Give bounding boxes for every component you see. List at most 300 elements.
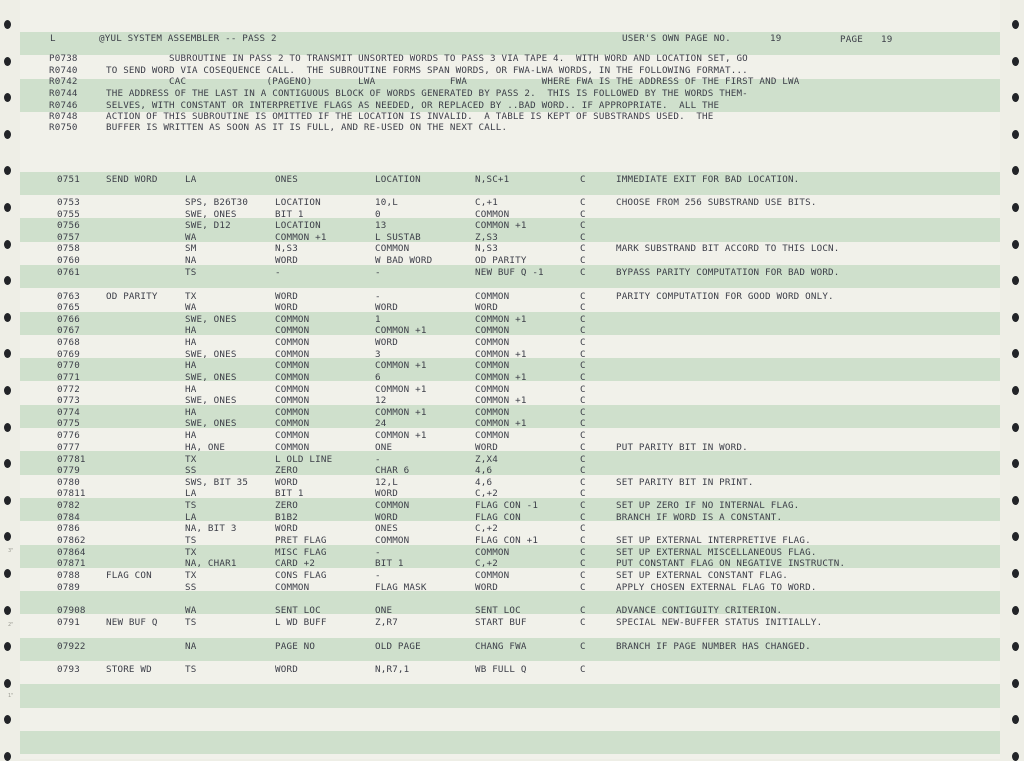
operand-3: C,+2	[475, 558, 498, 569]
operand-3: COMMON	[475, 337, 510, 348]
feed-hole	[4, 20, 11, 29]
sequence-number: 0765	[57, 302, 80, 313]
remark-text: SET UP EXTERNAL INTERPRETIVE FLAG.	[616, 535, 811, 546]
feed-hole	[4, 569, 11, 578]
feed-hole	[4, 459, 11, 468]
remark-text: SET UP ZERO IF NO INTERNAL FLAG.	[616, 500, 800, 511]
operand-3: COMMON	[475, 407, 510, 418]
operand-1: COMMON	[275, 384, 310, 395]
opcode: TX	[185, 547, 197, 558]
sequence-number: 0793	[57, 664, 80, 675]
operand-2: 12,L	[375, 477, 398, 488]
operand-3: C,+2	[475, 523, 498, 534]
feed-hole	[1012, 423, 1019, 432]
operand-1: N,S3	[275, 243, 298, 254]
operand-1: CONS FLAG	[275, 570, 327, 581]
user-page-number: 19	[770, 33, 782, 44]
remark-text: APPLY CHOSEN EXTERNAL FLAG TO WORD.	[616, 582, 817, 593]
opcode: NA	[185, 641, 197, 652]
opcode: SPS, B26T30	[185, 197, 249, 208]
comment-line-number: R0750	[49, 122, 78, 133]
margin-note: 3"	[8, 548, 14, 554]
operand-1: -	[275, 267, 281, 278]
feed-hole	[1012, 313, 1019, 322]
operand-2: WORD	[375, 337, 398, 348]
sequence-number: 0779	[57, 465, 80, 476]
operand-2: 3	[375, 349, 381, 360]
operand-3: START BUF	[475, 617, 527, 628]
operand-3: FLAG CON +1	[475, 535, 539, 546]
statement-label: OD PARITY	[106, 291, 158, 302]
operand-2: COMMON +1	[375, 430, 427, 441]
sequence-number: 0789	[57, 582, 80, 593]
card-code: C	[580, 337, 586, 348]
operand-3: COMMON	[475, 291, 510, 302]
operand-3: Z,X4	[475, 454, 498, 465]
remark-text: CHOOSE FROM 256 SUBSTRAND USE BITS.	[616, 197, 817, 208]
operand-1: WORD	[275, 302, 298, 313]
remark-text: SET UP EXTERNAL MISCELLANEOUS FLAG.	[616, 547, 817, 558]
card-code: C	[580, 582, 586, 593]
sequence-number: 0770	[57, 360, 80, 371]
comment-line-number: R0748	[49, 111, 78, 122]
feed-hole	[4, 679, 11, 688]
feed-hole	[4, 423, 11, 432]
operand-3: COMMON	[475, 547, 510, 558]
operand-1: PRET FLAG	[275, 535, 327, 546]
sequence-number: 0788	[57, 570, 80, 581]
feed-hole	[1012, 569, 1019, 578]
opcode: TX	[185, 291, 197, 302]
comment-text: SUBROUTINE IN PASS 2 TO TRANSMIT UNSORTED WORDS TO PASS 3 VIA TAPE 4. WITH WORD AND LOCATION SET, GO	[106, 53, 748, 64]
comment-text: SELVES, WITH CONSTANT OR INTERPRETIVE FLAGS AS NEEDED, OR REPLACED BY ..BAD WORD.. IF APPROPRIATE. ALL THE	[106, 100, 720, 111]
operand-3: WB FULL Q	[475, 664, 527, 675]
sequence-number: 0753	[57, 197, 80, 208]
sequence-number: 0768	[57, 337, 80, 348]
sequence-number: 0780	[57, 477, 80, 488]
operand-3: COMMON +1	[475, 372, 527, 383]
operand-3: SENT LOC	[475, 605, 521, 616]
operand-2: Z,R7	[375, 617, 398, 628]
feed-hole	[4, 130, 11, 139]
opcode: NA, BIT 3	[185, 523, 237, 534]
sequence-number: 0763	[57, 291, 80, 302]
operand-2: COMMON +1	[375, 360, 427, 371]
remark-text: IMMEDIATE EXIT FOR BAD LOCATION.	[616, 174, 800, 185]
operand-1: COMMON	[275, 325, 310, 336]
remark-text: MARK SUBSTRAND BIT ACCORD TO THIS LOCN.	[616, 243, 840, 254]
operand-2: N,R7,1	[375, 664, 410, 675]
opcode: SWE, D12	[185, 220, 231, 231]
card-code: C	[580, 197, 586, 208]
operand-1: COMMON	[275, 418, 310, 429]
feed-hole	[4, 532, 11, 541]
operand-2: 12	[375, 395, 387, 406]
card-code: C	[580, 418, 586, 429]
operand-1: ONES	[275, 174, 298, 185]
feed-hole	[1012, 349, 1019, 358]
opcode: TX	[185, 570, 197, 581]
feed-hole	[4, 642, 11, 651]
operand-2: 1	[375, 314, 381, 325]
opcode: TS	[185, 267, 197, 278]
operand-2: LOCATION	[375, 174, 421, 185]
card-code: C	[580, 314, 586, 325]
operand-2: WORD	[375, 512, 398, 523]
opcode: SS	[185, 465, 197, 476]
opcode: SWS, BIT 35	[185, 477, 249, 488]
feed-hole	[4, 349, 11, 358]
card-code: C	[580, 477, 586, 488]
sequence-number: 0775	[57, 418, 80, 429]
operand-3: C,+2	[475, 488, 498, 499]
card-code: C	[580, 174, 586, 185]
operand-3: CHANG FWA	[475, 641, 527, 652]
operand-2: -	[375, 291, 381, 302]
operand-1: WORD	[275, 477, 298, 488]
operand-1: COMMON	[275, 314, 310, 325]
operand-2: ONES	[375, 523, 398, 534]
operand-2: FLAG MASK	[375, 582, 427, 593]
sequence-number: 07862	[57, 535, 86, 546]
opcode: SM	[185, 243, 197, 254]
card-code: C	[580, 465, 586, 476]
page-number: 19	[881, 34, 893, 45]
opcode: HA	[185, 384, 197, 395]
feed-hole	[1012, 606, 1019, 615]
operand-2: -	[375, 570, 381, 581]
operand-2: -	[375, 267, 381, 278]
opcode: SWE, ONES	[185, 209, 237, 220]
operand-3: 4,6	[475, 465, 493, 476]
opcode: SWE, ONES	[185, 349, 237, 360]
card-code: C	[580, 395, 586, 406]
remark-text: PUT CONSTANT FLAG ON NEGATIVE INSTRUCTN.	[616, 558, 846, 569]
operand-1: WORD	[275, 291, 298, 302]
operand-2: -	[375, 454, 381, 465]
comment-line-number: R0744	[49, 88, 78, 99]
operand-3: COMMON +1	[475, 418, 527, 429]
comment-text: TO SEND WORD VIA COSEQUENCE CALL. THE SUBROUTINE FORMS SPAN WORDS, OR FWA-LWA WORDS, IN THE FOLLOWING FORMAT...	[106, 65, 748, 76]
header-title: @YUL SYSTEM ASSEMBLER -- PASS 2	[99, 33, 277, 44]
feed-hole	[4, 240, 11, 249]
feed-hole	[1012, 93, 1019, 102]
card-code: C	[580, 372, 586, 383]
green-bar	[20, 545, 1000, 568]
opcode: NA	[185, 255, 197, 266]
feed-hole	[4, 496, 11, 505]
card-code: C	[580, 641, 586, 652]
sequence-number: 0761	[57, 267, 80, 278]
operand-1: WORD	[275, 255, 298, 266]
card-code: C	[580, 558, 586, 569]
opcode: HA	[185, 430, 197, 441]
card-code: C	[580, 267, 586, 278]
opcode: HA	[185, 325, 197, 336]
operand-2: 0	[375, 209, 381, 220]
remark-text: SET PARITY BIT IN PRINT.	[616, 477, 754, 488]
operand-3: COMMON	[475, 360, 510, 371]
operand-3: COMMON	[475, 209, 510, 220]
operand-2: COMMON +1	[375, 384, 427, 395]
operand-3: COMMON	[475, 570, 510, 581]
card-code: C	[580, 664, 586, 675]
opcode: SWE, ONES	[185, 372, 237, 383]
comment-text: BUFFER IS WRITTEN AS SOON AS IT IS FULL, AND RE-USED ON THE NEXT CALL.	[106, 122, 508, 133]
card-code: C	[580, 605, 586, 616]
comment-line-number: R0742	[49, 76, 78, 87]
operand-2: W BAD WORD	[375, 255, 433, 266]
card-code: C	[580, 349, 586, 360]
feed-hole	[4, 93, 11, 102]
comment-text: THE ADDRESS OF THE LAST IN A CONTIGUOUS BLOCK OF WORDS GENERATED BY PASS 2. THIS IS FOLLOWED BY THE WORDS THEM-	[106, 88, 748, 99]
sequence-number: 0776	[57, 430, 80, 441]
feed-hole	[1012, 240, 1019, 249]
feed-hole	[1012, 532, 1019, 541]
sequence-number: 07922	[57, 641, 86, 652]
operand-3: FLAG CON	[475, 512, 521, 523]
sequence-number: 0784	[57, 512, 80, 523]
sequence-number: 0757	[57, 232, 80, 243]
sequence-number: 07871	[57, 558, 86, 569]
card-code: C	[580, 430, 586, 441]
card-code: C	[580, 454, 586, 465]
operand-3: OD PARITY	[475, 255, 527, 266]
operand-3: FLAG CON -1	[475, 500, 539, 511]
card-code: C	[580, 535, 586, 546]
card-code: C	[580, 442, 586, 453]
feed-hole	[1012, 130, 1019, 139]
opcode: TS	[185, 535, 197, 546]
sequence-number: 0786	[57, 523, 80, 534]
card-code: C	[580, 360, 586, 371]
operand-2: COMMON	[375, 500, 410, 511]
sequence-number: 0766	[57, 314, 80, 325]
opcode: TS	[185, 664, 197, 675]
sequence-number: 0782	[57, 500, 80, 511]
operand-3: COMMON +1	[475, 220, 527, 231]
comment-line-number: R0746	[49, 100, 78, 111]
operand-1: L OLD LINE	[275, 454, 333, 465]
operand-1: COMMON	[275, 372, 310, 383]
feed-hole	[1012, 20, 1019, 29]
card-code: C	[580, 232, 586, 243]
opcode: SWE, ONES	[185, 418, 237, 429]
sequence-number: 07811	[57, 488, 86, 499]
operand-1: LOCATION	[275, 220, 321, 231]
feed-hole	[4, 166, 11, 175]
green-bar	[20, 684, 1000, 707]
operand-1: L WD BUFF	[275, 617, 327, 628]
operand-2: -	[375, 547, 381, 558]
card-code: C	[580, 255, 586, 266]
feed-hole	[4, 386, 11, 395]
sequence-number: 0777	[57, 442, 80, 453]
operand-3: 4,6	[475, 477, 493, 488]
statement-label: SEND WORD	[106, 174, 158, 185]
card-code: C	[580, 407, 586, 418]
operand-3: NEW BUF Q -1	[475, 267, 544, 278]
card-code: C	[580, 291, 586, 302]
feed-hole	[4, 752, 11, 761]
opcode: SWE, ONES	[185, 395, 237, 406]
feed-hole	[4, 57, 11, 66]
card-code: C	[580, 523, 586, 534]
feed-hole	[1012, 752, 1019, 761]
page-label: PAGE	[840, 34, 863, 45]
operand-2: OLD PAGE	[375, 641, 421, 652]
card-code: C	[580, 570, 586, 581]
opcode: LA	[185, 488, 197, 499]
operand-3: COMMON	[475, 384, 510, 395]
opcode: WA	[185, 302, 197, 313]
operand-3: WORD	[475, 582, 498, 593]
card-code: C	[580, 243, 586, 254]
operand-3: COMMON +1	[475, 395, 527, 406]
feed-hole	[1012, 459, 1019, 468]
opcode: TS	[185, 500, 197, 511]
remark-text: SPECIAL NEW-BUFFER STATUS INITIALLY.	[616, 617, 823, 628]
card-code: C	[580, 617, 586, 628]
operand-1: WORD	[275, 664, 298, 675]
operand-1: COMMON	[275, 442, 310, 453]
opcode: TX	[185, 454, 197, 465]
green-bar	[20, 451, 1000, 474]
feed-hole	[1012, 386, 1019, 395]
operand-3: WORD	[475, 302, 498, 313]
opcode: HA	[185, 407, 197, 418]
statement-label: STORE WD	[106, 664, 152, 675]
operand-2: ONE	[375, 442, 393, 453]
operand-1: BIT 1	[275, 209, 304, 220]
sequence-number: 0771	[57, 372, 80, 383]
feed-hole	[1012, 715, 1019, 724]
operand-2: 6	[375, 372, 381, 383]
operand-1: COMMON	[275, 430, 310, 441]
sequence-number: 07908	[57, 605, 86, 616]
operand-2: 13	[375, 220, 387, 231]
feed-hole	[4, 276, 11, 285]
operand-1: CARD +2	[275, 558, 316, 569]
remark-text: PUT PARITY BIT IN WORD.	[616, 442, 748, 453]
card-code: C	[580, 384, 586, 395]
sequence-number: 0772	[57, 384, 80, 395]
printout-sheet	[20, 0, 1000, 759]
remark-text: ADVANCE CONTIGUITY CRITERION.	[616, 605, 783, 616]
green-bar	[20, 731, 1000, 754]
opcode: SS	[185, 582, 197, 593]
feed-hole	[1012, 276, 1019, 285]
operand-2: L SUSTAB	[375, 232, 421, 243]
operand-1: PAGE NO	[275, 641, 316, 652]
opcode: LA	[185, 174, 197, 185]
statement-label: FLAG CON	[106, 570, 152, 581]
sequence-number: 0769	[57, 349, 80, 360]
operand-1: LOCATION	[275, 197, 321, 208]
operand-3: COMMON +1	[475, 314, 527, 325]
sequence-number: 0756	[57, 220, 80, 231]
feed-hole	[4, 313, 11, 322]
opcode: LA	[185, 512, 197, 523]
user-page-label: USER'S OWN PAGE NO.	[622, 33, 731, 44]
feed-hole	[1012, 57, 1019, 66]
operand-3: WORD	[475, 442, 498, 453]
operand-3: C,+1	[475, 197, 498, 208]
feed-hole	[1012, 679, 1019, 688]
operand-1: COMMON	[275, 407, 310, 418]
operand-2: CHAR 6	[375, 465, 410, 476]
operand-2: COMMON	[375, 243, 410, 254]
opcode: NA, CHAR1	[185, 558, 237, 569]
opcode: HA, ONE	[185, 442, 226, 453]
sequence-number: 0774	[57, 407, 80, 418]
operand-3: N,S3	[475, 243, 498, 254]
sequence-number: 0773	[57, 395, 80, 406]
operand-3: COMMON +1	[475, 349, 527, 360]
statement-label: NEW BUF Q	[106, 617, 158, 628]
margin-note: 1"	[8, 693, 14, 699]
opcode: HA	[185, 337, 197, 348]
green-bar	[20, 172, 1000, 195]
operand-2: 10,L	[375, 197, 398, 208]
feed-hole	[4, 606, 11, 615]
card-code: C	[580, 488, 586, 499]
comment-text: ACTION OF THIS SUBROUTINE IS OMITTED IF THE LOCATION IS INVALID. A TABLE IS KEPT OF SUBSTRANDS USED. THE	[106, 111, 714, 122]
sequence-number: 0767	[57, 325, 80, 336]
operand-3: COMMON	[475, 430, 510, 441]
remark-text: BYPASS PARITY COMPUTATION FOR BAD WORD.	[616, 267, 840, 278]
operand-1: ZERO	[275, 465, 298, 476]
operand-2: ONE	[375, 605, 393, 616]
opcode: WA	[185, 232, 197, 243]
comment-text: CAC (PAGENO) LWA FWA WHERE FWA IS THE ADDRESS OF THE FIRST AND LWA	[106, 76, 800, 87]
feed-hole	[1012, 166, 1019, 175]
operand-1: WORD	[275, 523, 298, 534]
operand-2: COMMON +1	[375, 325, 427, 336]
feed-hole	[1012, 496, 1019, 505]
opcode: HA	[185, 360, 197, 371]
remark-text: SET UP EXTERNAL CONSTANT FLAG.	[616, 570, 788, 581]
sequence-number: 07864	[57, 547, 86, 558]
operand-2: WORD	[375, 302, 398, 313]
opcode: WA	[185, 605, 197, 616]
card-code: C	[580, 220, 586, 231]
operand-1: COMMON	[275, 349, 310, 360]
operand-3: COMMON	[475, 325, 510, 336]
operand-2: BIT 1	[375, 558, 404, 569]
card-code: C	[580, 547, 586, 558]
card-code: C	[580, 325, 586, 336]
margin-note: 2"	[8, 622, 14, 628]
remark-text: BRANCH IF WORD IS A CONSTANT.	[616, 512, 783, 523]
opcode: TS	[185, 617, 197, 628]
remark-text: BRANCH IF PAGE NUMBER HAS CHANGED.	[616, 641, 811, 652]
operand-1: COMMON	[275, 395, 310, 406]
feed-hole	[4, 203, 11, 212]
sequence-number: 0760	[57, 255, 80, 266]
operand-2: WORD	[375, 488, 398, 499]
card-code: C	[580, 302, 586, 313]
operand-1: MISC FLAG	[275, 547, 327, 558]
card-code: C	[580, 209, 586, 220]
sequence-number: 0758	[57, 243, 80, 254]
header-left-mark: L	[50, 33, 56, 44]
operand-2: COMMON	[375, 535, 410, 546]
operand-1: SENT LOC	[275, 605, 321, 616]
sequence-number: 0791	[57, 617, 80, 628]
card-code: C	[580, 500, 586, 511]
sequence-number: 0751	[57, 174, 80, 185]
